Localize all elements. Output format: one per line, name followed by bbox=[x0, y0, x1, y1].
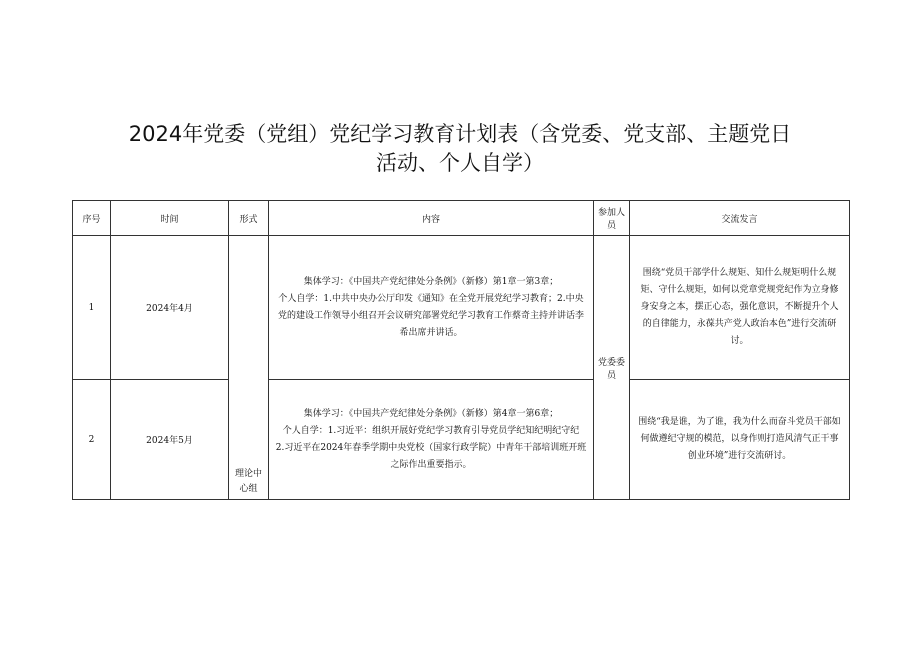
title-line-1: 2024年党委（党组）党纪学习教育计划表（含党委、党支部、主题党日 bbox=[128, 122, 792, 146]
form-cell: 理论中心组 bbox=[229, 236, 269, 500]
talk-text: 围绕“党员干部学什么规矩、知什么规矩明什么规矩、守什么规矩，如何以党章党规党纪作为立身修身安身之本，摆正心态，强化意识，不断提升个人的自律能力，永葆共产党人政治本色”进行交流研讨。 bbox=[640, 268, 839, 346]
table-header-row bbox=[73, 201, 850, 236]
header-content: 内容 bbox=[269, 201, 594, 236]
talk-text: 围绕“我是谁，为了谁，我为什么而奋斗党员干部如何做遵纪守规的模范，以身作则打造风清气正干事创业环境”进行交流研讨。 bbox=[638, 417, 841, 461]
row-talk bbox=[630, 380, 850, 500]
content-line: 个人自学：1.习近平：组织开展好党纪学习教育引导党员学纪知纪明纪守纪 bbox=[282, 425, 580, 436]
header-participants: 参加人员 bbox=[594, 201, 630, 236]
row-content bbox=[269, 380, 594, 500]
row-seq: 1 bbox=[73, 236, 111, 380]
document-title bbox=[60, 120, 860, 178]
header-form: 形式 bbox=[229, 201, 269, 236]
title-line-2: 活动、个人自学） bbox=[376, 151, 544, 175]
header-time: 时间 bbox=[111, 201, 229, 236]
table-row bbox=[73, 236, 850, 380]
content-line: 2.习近平在2024年春季学期中央党校（国家行政学院）中青年干部培训班开班之际作出重要指示。 bbox=[275, 442, 587, 470]
row-time: 2024年5月 bbox=[111, 380, 229, 500]
plan-table bbox=[72, 200, 850, 500]
row-content bbox=[269, 236, 594, 380]
row-talk bbox=[630, 236, 850, 380]
content-line: 集体学习：《中国共产党纪律处分条例》（新修）第1章一第3章； bbox=[303, 276, 559, 287]
content-line: 集体学习：《中国共产党纪律处分条例》（新修）第4章一第6章； bbox=[303, 408, 559, 419]
row-seq: 2 bbox=[73, 380, 111, 500]
content-line: 个人自学：1.中共中央办公厅印发《通知》在全党开展党纪学习教育；2.中央党的建设工作领导小组召开会议研究部署党纪学习教育工作蔡奇主持并讲话李希出席并讲话。 bbox=[277, 293, 584, 338]
header-talk: 交流发言 bbox=[630, 201, 850, 236]
table-row bbox=[73, 380, 850, 500]
row-time: 2024年4月 bbox=[111, 236, 229, 380]
participants-cell: 党委委员 bbox=[594, 236, 630, 500]
header-seq: 序号 bbox=[73, 201, 111, 236]
